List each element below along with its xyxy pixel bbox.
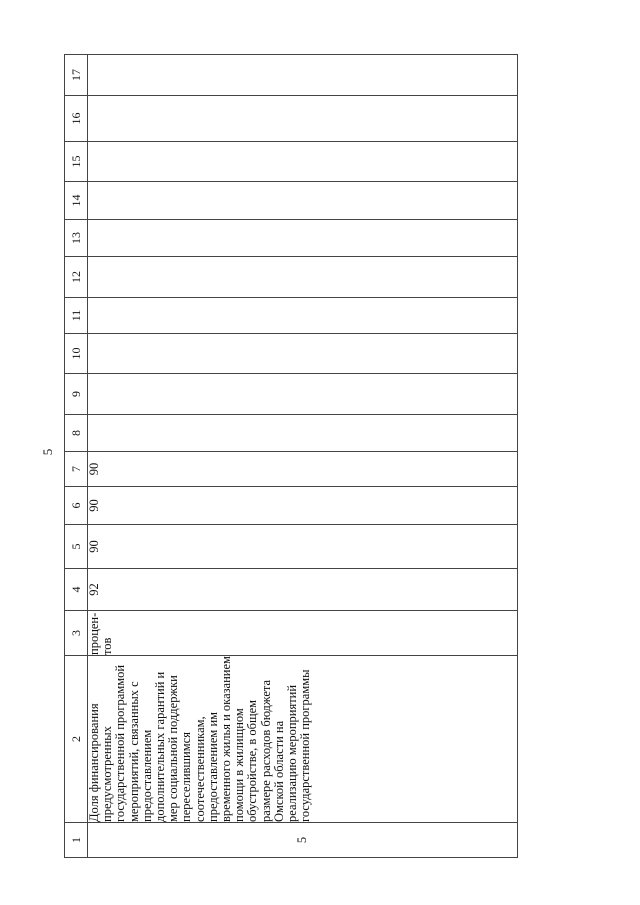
value-cell — [88, 182, 518, 220]
value-cell — [88, 334, 518, 374]
header-cell: 17 — [65, 55, 88, 96]
header-cell: 3 — [65, 611, 88, 656]
value-cell — [88, 415, 518, 452]
header-cell: 9 — [65, 374, 88, 415]
unit-cell: процен-тов — [88, 611, 518, 656]
header-cell: 15 — [65, 142, 88, 182]
header-cell: 16 — [65, 96, 88, 142]
value-cell — [88, 96, 518, 142]
header-cell: 7 — [65, 452, 88, 487]
header-cell: 1 — [65, 823, 88, 858]
header-row — [65, 55, 88, 858]
header-cell: 10 — [65, 334, 88, 374]
header-cell: 6 — [65, 487, 88, 525]
header-cell: 8 — [65, 415, 88, 452]
rotated-table-wrapper — [64, 55, 518, 858]
header-cell: 11 — [65, 298, 88, 334]
value-cell — [88, 55, 518, 96]
value-cell: 92 — [88, 569, 518, 611]
indicator-description-cell: Доля финансирования предусмотренных государственной программой мероприятий, связанных с предоставлением дополнительных гарантий и мер социальной поддержки переселившимся соотечественникам, предоставлением им временного жилья и оказанием помощи в жилищном обустройстве, в общем размере расходов бюджета Омской области на реализацию мероприятий государственной программы — [88, 656, 518, 823]
value-cell — [88, 220, 518, 257]
indicator-table — [64, 54, 518, 858]
value-cell — [88, 257, 518, 298]
value-cell — [88, 142, 518, 182]
value-cell: 90 — [88, 487, 518, 525]
header-cell: 5 — [65, 525, 88, 569]
table-row — [88, 55, 518, 858]
header-cell: 13 — [65, 220, 88, 257]
header-cell: 12 — [65, 257, 88, 298]
header-cell: 2 — [65, 656, 88, 823]
page-number: 5 — [40, 448, 55, 456]
row-index-cell: 5 — [88, 823, 518, 858]
value-cell — [88, 374, 518, 415]
header-cell: 4 — [65, 569, 88, 611]
value-cell: 90 — [88, 525, 518, 569]
value-cell — [88, 298, 518, 334]
header-cell: 14 — [65, 182, 88, 220]
value-cell: 90 — [88, 452, 518, 487]
